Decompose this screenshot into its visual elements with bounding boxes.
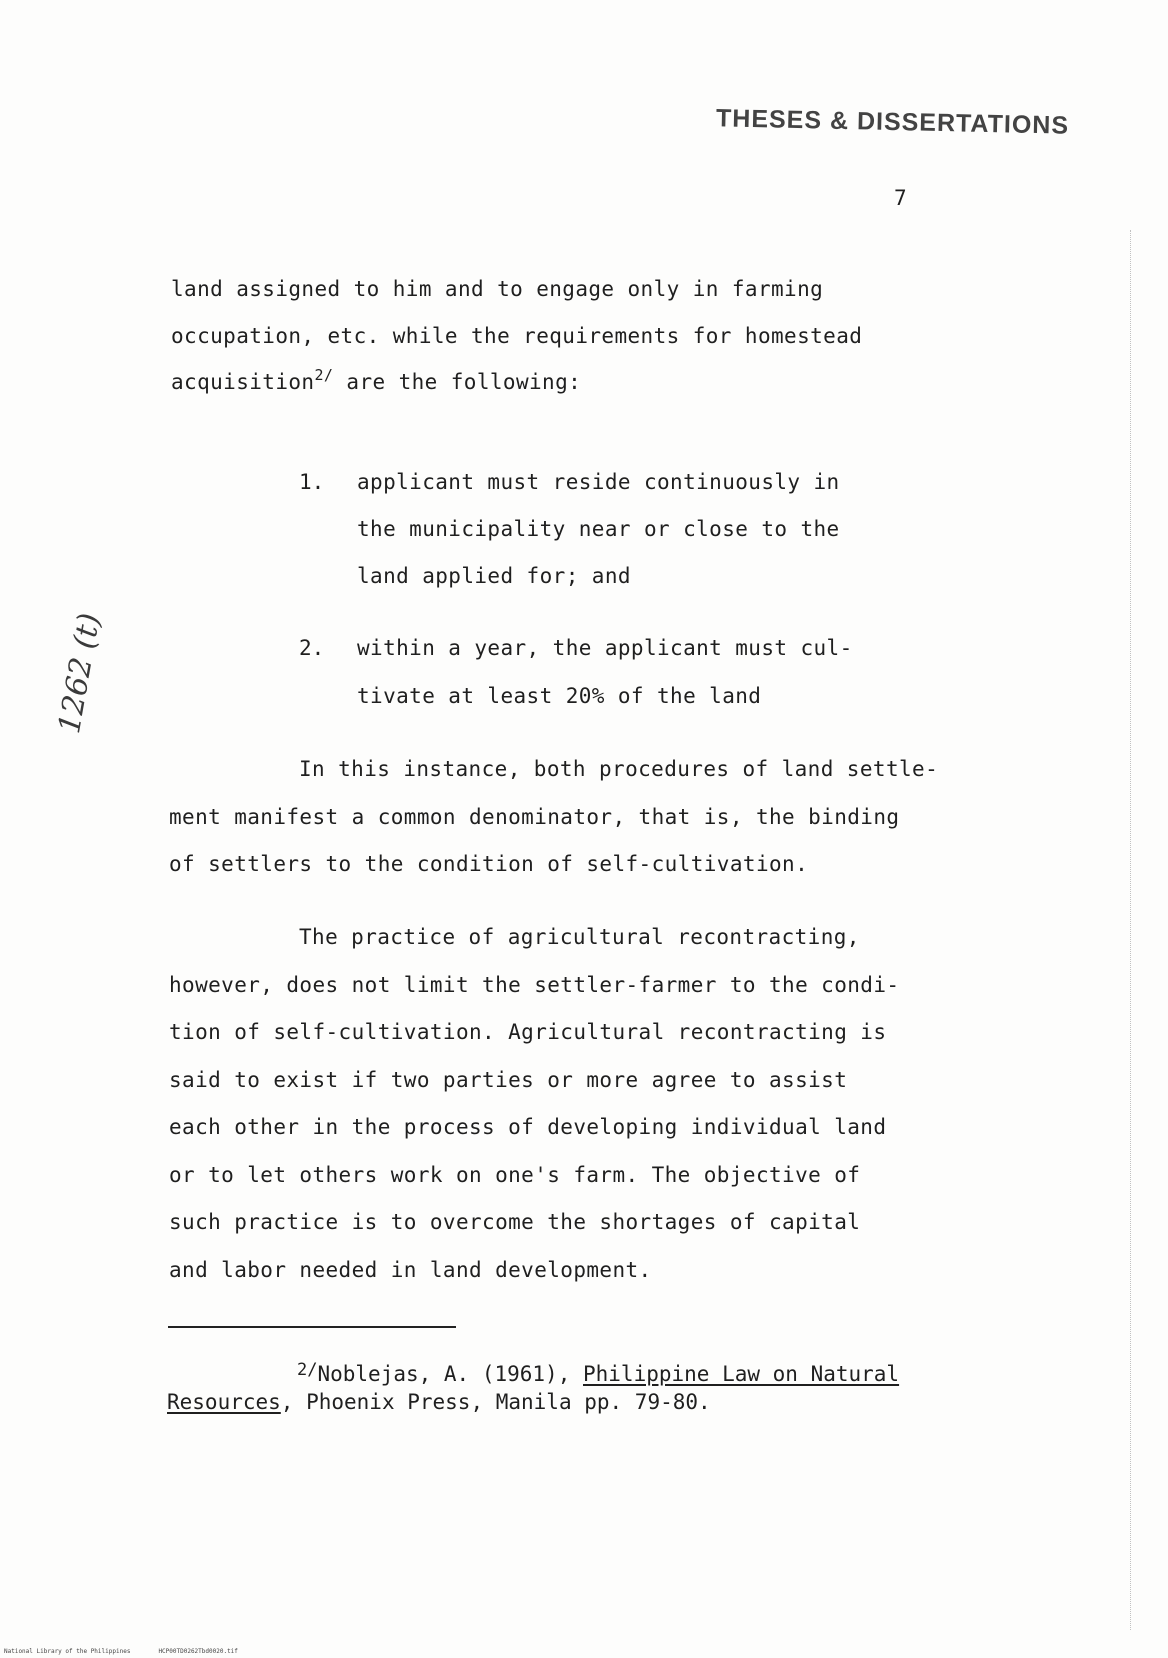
- page-number: 7: [894, 186, 907, 210]
- paragraph-line: tion of self-cultivation. Agricultural recontracting is: [169, 1020, 887, 1044]
- paragraph-line: The practice of agricultural recontracting,: [299, 925, 860, 949]
- theses-dissertations-stamp: THESES & DISSERTATIONS: [715, 104, 1070, 140]
- footnote-title: Resources: [167, 1390, 281, 1414]
- paragraph-line-with-footnote-ref: [171, 366, 582, 394]
- handwritten-margin-note: 1262 (t): [52, 610, 108, 737]
- footnote-reference: 2/: [314, 366, 334, 384]
- paragraph-line: occupation, etc. while the requirements for homestead: [171, 324, 863, 348]
- list-item-line: tivate at least 20% of the land: [357, 684, 762, 708]
- paragraph-line: land assigned to him and to engage only in farming: [171, 277, 824, 301]
- footnote-mark: 2/: [297, 1360, 318, 1380]
- footnote-title: Philippine Law on Natural: [583, 1362, 900, 1386]
- text-segment: acquisition: [171, 370, 315, 394]
- paragraph-line: or to let others work on one's farm. The objective of: [169, 1163, 861, 1187]
- footnote-publisher: , Phoenix Press, Manila pp. 79-80.: [280, 1390, 711, 1414]
- footnote-line: [167, 1390, 711, 1414]
- footnote-author: Noblejas, A. (1961),: [317, 1362, 583, 1386]
- list-item-number: 2.: [299, 636, 325, 660]
- list-item-line: the municipality near or close to the: [357, 517, 840, 541]
- footnote-line: [297, 1362, 899, 1386]
- paragraph-line: and labor needed in land development.: [169, 1258, 652, 1282]
- footnote-divider: [168, 1326, 456, 1328]
- paragraph-line: such practice is to overcome the shortages of capital: [169, 1210, 861, 1234]
- paragraph-line: each other in the process of developing individual land: [169, 1115, 887, 1139]
- scan-library: National Library of the Philippines: [4, 1648, 131, 1655]
- list-item-line: applicant must reside continuously in: [357, 470, 840, 494]
- paragraph-line: In this instance, both procedures of land settle-: [299, 757, 939, 781]
- scan-footer: [4, 1648, 266, 1655]
- list-item-line: land applied for; and: [357, 564, 631, 588]
- paragraph-line: however, does not limit the settler-farmer to the condi-: [169, 973, 900, 997]
- paragraph-line: ment manifest a common denominator, that is, the binding: [169, 805, 900, 829]
- scan-filename: HCP00TD0262Tbd0020.tif: [158, 1648, 238, 1655]
- paragraph-line: of settlers to the condition of self-cultivation.: [169, 852, 809, 876]
- paragraph-line: said to exist if two parties or more agree to assist: [169, 1068, 848, 1092]
- scan-edge-artifact: [1130, 230, 1132, 1630]
- list-item-line: within a year, the applicant must cul-: [357, 636, 853, 660]
- text-segment: are the following:: [333, 370, 582, 394]
- list-item-number: 1.: [299, 470, 325, 494]
